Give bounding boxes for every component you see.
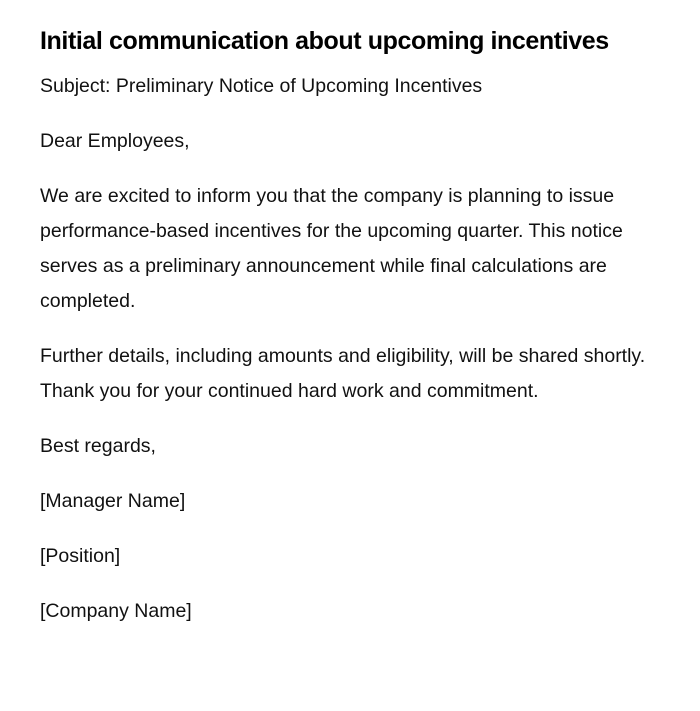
document-title: Initial communication about upcoming incentives bbox=[40, 27, 609, 55]
document bbox=[40, 24, 660, 629]
subject-line: Subject: Preliminary Notice of Upcoming Incentives bbox=[40, 75, 483, 97]
signature-company: [Company Name] bbox=[40, 600, 192, 622]
signature-position: [Position] bbox=[40, 545, 121, 567]
closing: Best regards, bbox=[40, 435, 156, 457]
body-paragraph-1: We are excited to inform you that the company is planning to issue performance-based incentives for the upcoming quarter. This notice serves as a preliminary announcement while final calculations are completed. bbox=[40, 185, 623, 312]
signature-name: [Manager Name] bbox=[40, 490, 186, 512]
body-paragraph-2: Further details, including amounts and eligibility, will be shared shortly. Thank you for your continued hard work and commitment. bbox=[40, 345, 646, 402]
greeting: Dear Employees, bbox=[40, 130, 190, 152]
